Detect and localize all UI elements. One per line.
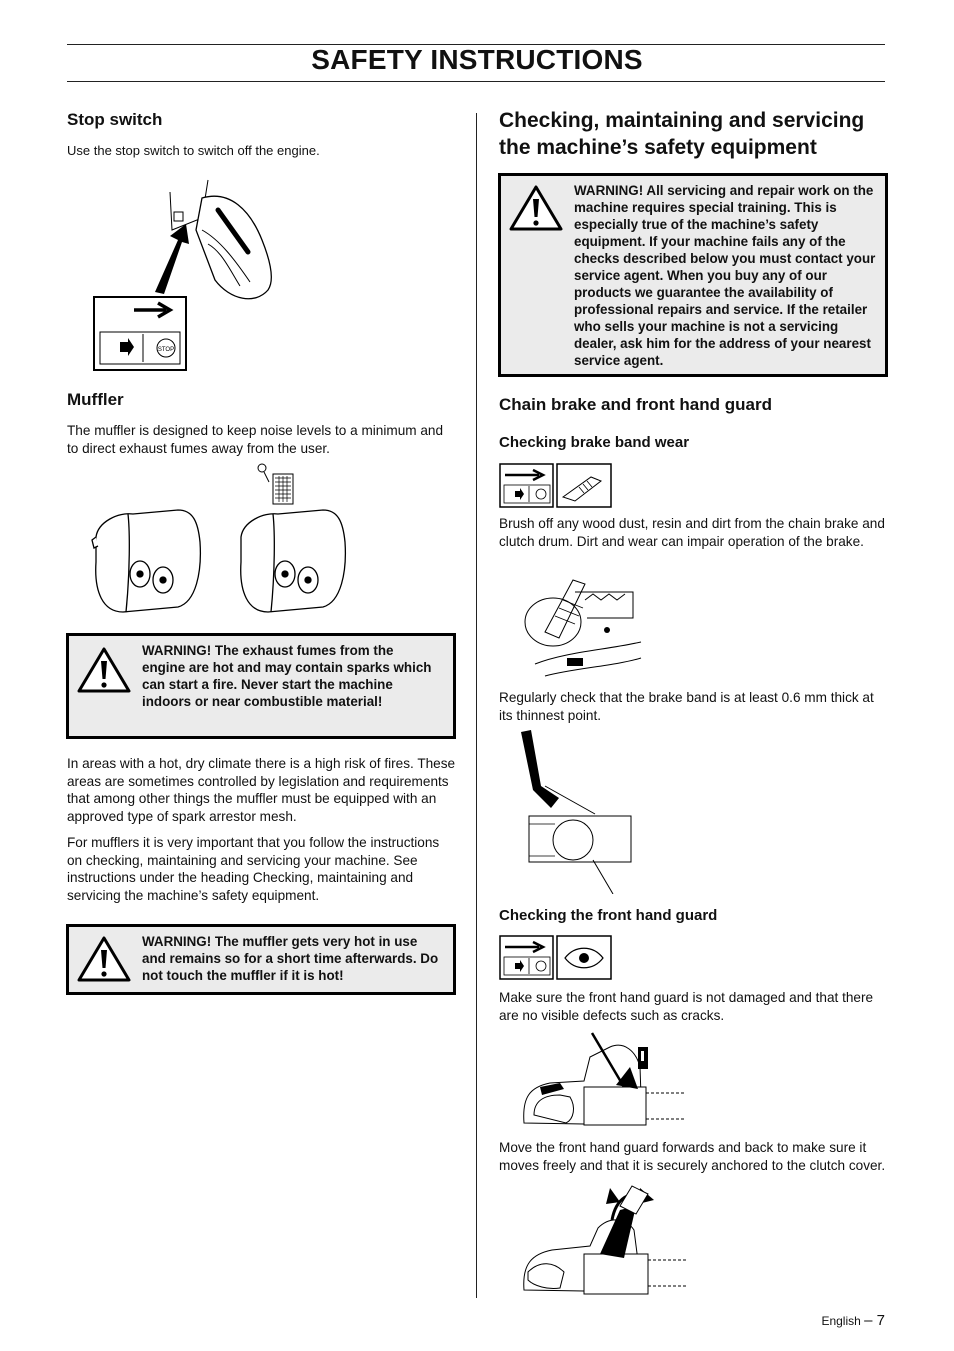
page-title: SAFETY INSTRUCTIONS <box>311 44 643 75</box>
brake-band-text-1: Brush off any wood dust, resin and dirt from the chain brake and clutch drum. Dirt and wear can impair operation of the brake. <box>499 516 885 549</box>
muffler-hot-warning-box <box>66 924 456 995</box>
muffler-text: The muffler is designed to keep noise levels to a minimum and to direct exhaust fumes away from the user. <box>67 423 444 456</box>
brake-band-symbols <box>499 463 613 509</box>
stop-switch-illustration <box>90 170 290 375</box>
exhaust-warning-text: WARNING! The exhaust fumes from the engine are hot and may contain sparks which can start a fire. Never start the machine indoors or near combustible material! <box>142 643 432 709</box>
exhaust-warning-box <box>66 633 456 739</box>
brush-brake-illustration <box>515 572 645 680</box>
stop-label: STOP <box>157 347 175 353</box>
brake-band-thickness-illustration <box>515 728 640 894</box>
front-guard-text-2: Move the front hand guard forwards and back to make sure it moves freely and that it is securely anchored to the clutch cover. <box>499 1140 886 1173</box>
servicing-warning-text: WARNING! All servicing and repair work on the machine requires special training. This is especially true of the machine’s safety equipment. If your machine fails any of the checks described below you must contact your service agent. When you buy any of our products we guarantee the availability of professional repairs and service. If the retailer who sells your machine is not a servicing dealer, ask him for the address of your nearest service agent. <box>574 183 876 368</box>
warning-triangle-icon <box>508 184 564 232</box>
muffler-illustration <box>88 462 368 622</box>
title-rule <box>67 81 885 82</box>
brake-band-text-2: Regularly check that the brake band is at least 0.6 mm thick at its thinnest point. <box>499 690 874 723</box>
warning-triangle-icon <box>76 646 132 694</box>
stop-switch-heading: Stop switch <box>67 110 163 129</box>
servicing-warning-box <box>498 173 888 377</box>
muffler-heading: Muffler <box>67 390 124 409</box>
page-footer <box>821 1312 885 1329</box>
warning-triangle-icon <box>76 935 132 983</box>
stop-switch-text: Use the stop switch to switch off the engine. <box>67 143 320 158</box>
front-guard-inspection-illustration <box>520 1027 690 1129</box>
footer-language: English <box>821 1314 861 1328</box>
fire-risk-paragraph: In areas with a hot, dry climate there is a high risk of fires. These areas are sometimes controlled by legislation and requirements that among other things the muffler must be equipped with an approved type of spark arrestor mesh. <box>67 756 456 824</box>
brake-band-heading: Checking brake band wear <box>499 434 690 451</box>
front-guard-movement-illustration <box>520 1180 690 1302</box>
column-divider <box>476 113 477 1298</box>
page-number: – 7 <box>864 1312 885 1329</box>
muffler-hot-warning-text: WARNING! The muffler gets very hot in use and remains so for a short time afterwards. Do not touch the muffler if it is hot! <box>142 934 439 983</box>
front-guard-heading: Checking the front hand guard <box>499 907 718 924</box>
chain-brake-heading: Chain brake and front hand guard <box>499 395 772 414</box>
front-guard-symbols <box>499 935 613 981</box>
safety-equipment-heading: Checking, maintaining and servicing the machine’s safety equipment <box>499 109 865 159</box>
front-guard-text-1: Make sure the front hand guard is not damaged and that there are no visible defects such as cracks. <box>499 990 874 1023</box>
muffler-maintenance-paragraph: For mufflers it is very important that you follow the instructions on checking, maintaining and servicing your machine. See instructions under the heading Checking, maintaining and servicing the machine’s safety equipment. <box>67 835 440 903</box>
